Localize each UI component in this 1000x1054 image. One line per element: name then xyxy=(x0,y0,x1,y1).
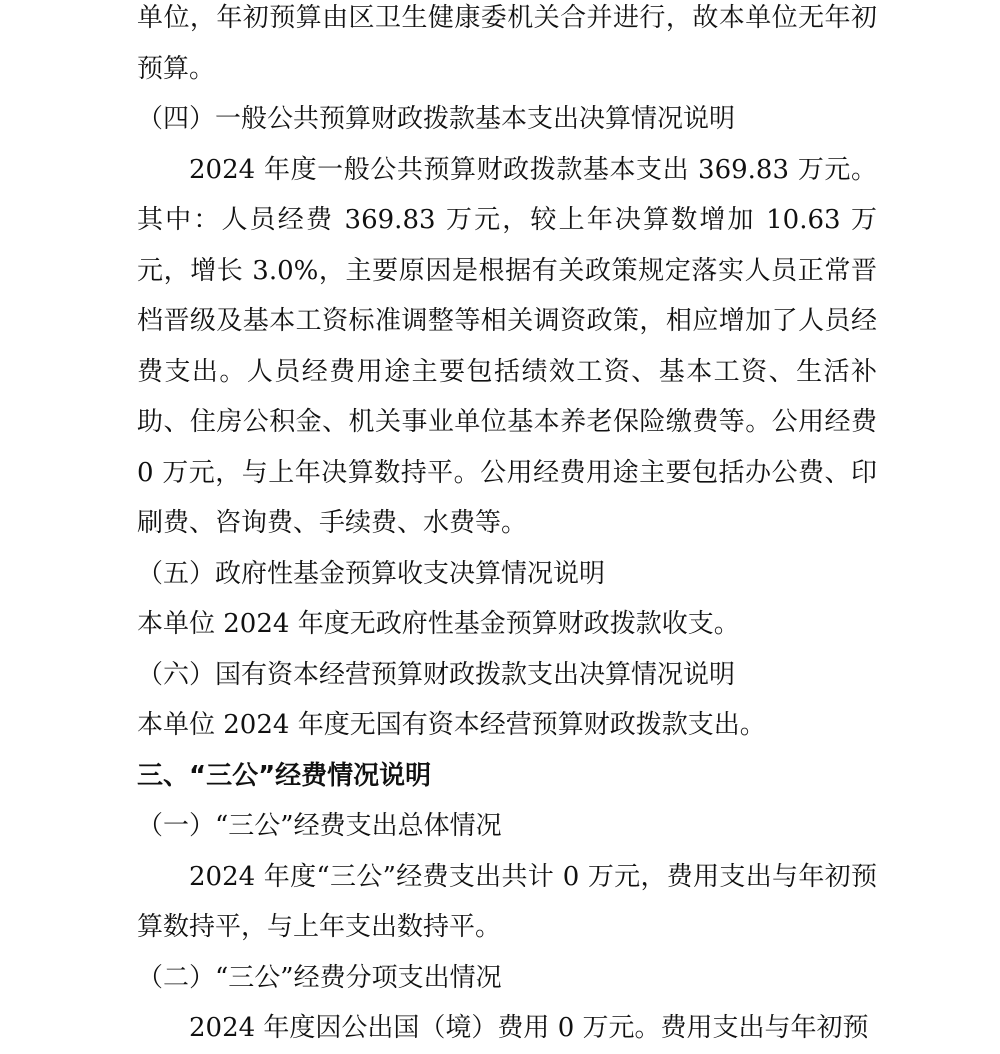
subheading-5: （五）政府性基金预算收支决算情况说明 xyxy=(137,558,606,589)
subheading-6: （六）国有资本经营预算财政拨款支出决算情况说明 xyxy=(137,659,736,690)
paragraph-continuation: 单位，年初预算由区卫生健康委机关合并进行，故本单位无年初预算。 xyxy=(137,3,877,84)
paragraph-state-capital: 本单位 2024 年度无国有资本经营预算财政拨款支出。 xyxy=(137,710,766,740)
subheading-3-1: （一）“三公”经费支出总体情况 xyxy=(137,811,502,841)
paragraph-overseas-travel: 2024 年度因公出国（境）费用 0 万元。费用支出与年初预 xyxy=(189,1013,869,1043)
paragraph-three-public-total: 2024 年度“三公”经费支出共计 0 万元，费用支出与年初预算数持平，与上年支出数持平。 xyxy=(137,861,877,942)
section-heading-3: 三、“三公”经费情况说明 xyxy=(137,760,432,791)
subheading-4: （四）一般公共预算财政拨款基本支出决算情况说明 xyxy=(137,104,736,134)
document-page xyxy=(137,0,877,1054)
paragraph-basic-expenditure: 2024 年度一般公共预算财政拨款基本支出 369.83 万元。其中：人员经费 369.83 万元，较上年决算数增加 10.63 万元，增长 3.0%，主要原因是根据有关政策规定落实人员正常晋档晋级及基本工资标准调整等相关调资政策，相应增加了人员经费支出。人员经费用途主要包括绩效工资、基本工资、生活补助、住房公积金、机关事业单位基本养老保险缴费等。公用经费 0 万元，与上年决算数持平。公用经费用途主要包括办公费、印刷费、咨询费、手续费、水费等。 xyxy=(137,154,877,538)
paragraph-government-fund: 本单位 2024 年度无政府性基金预算财政拨款收支。 xyxy=(137,609,740,639)
subheading-3-2: （二）“三公”经费分项支出情况 xyxy=(137,962,502,993)
